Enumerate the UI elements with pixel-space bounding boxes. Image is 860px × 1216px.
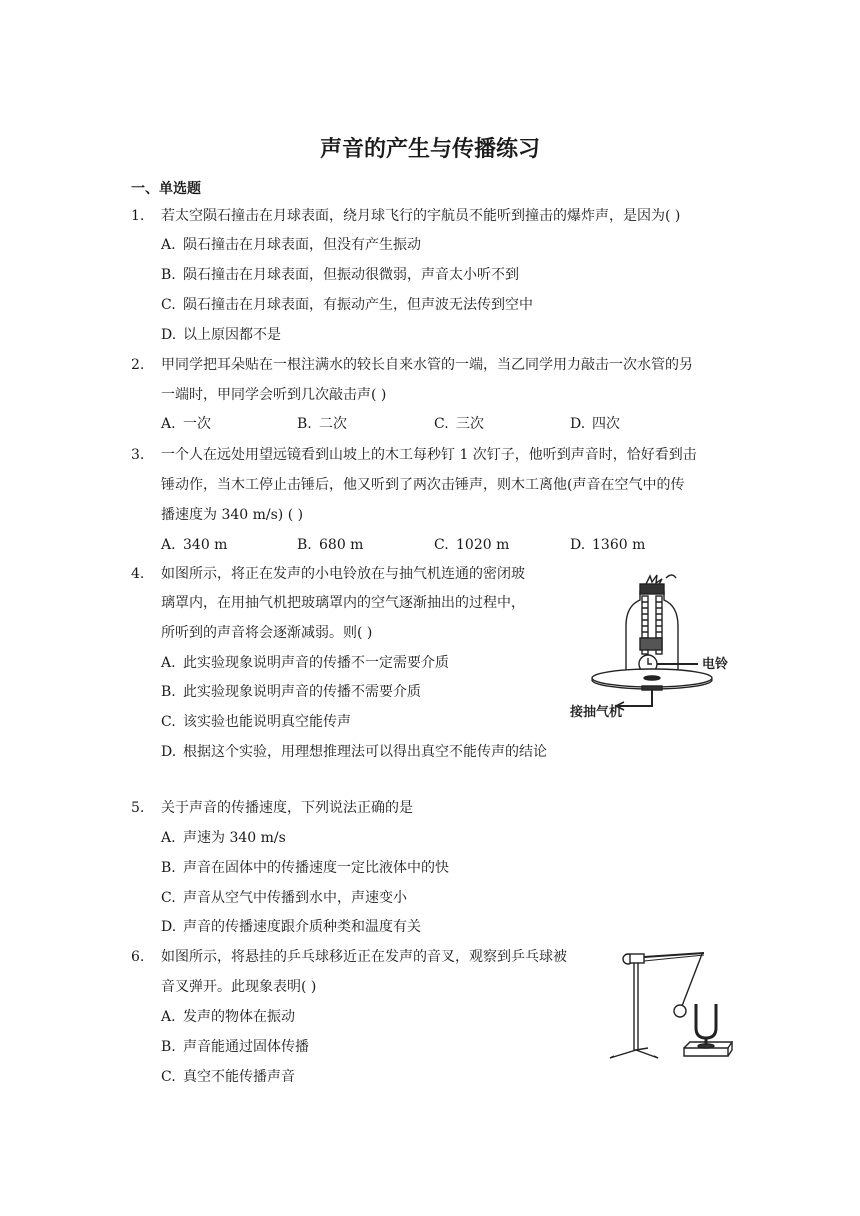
option-d: D. 以上原因都不是 — [161, 327, 281, 343]
option-c: C. 三次 — [434, 416, 484, 432]
option-d: D. 四次 — [570, 416, 620, 432]
question-number: 1. — [131, 208, 145, 224]
option-b: B. 陨石撞击在月球表面，但振动很微弱，声音太小听不到 — [161, 267, 519, 283]
bell-jar-figure — [568, 566, 738, 726]
question-stem: 关于声音的传播速度，下列说法正确的是 — [161, 800, 413, 816]
option-d: D. 声音的传播速度跟介质种类和温度有关 — [161, 919, 421, 935]
option-a: A. 陨石撞击在月球表面，但没有产生振动 — [161, 237, 421, 253]
option-a: A. 一次 — [161, 416, 211, 432]
option-c: C. 该实验也能说明真空能传声 — [161, 714, 351, 730]
option-b: B. 声音能通过固体传播 — [161, 1039, 309, 1055]
pump-label: 接抽气机 — [570, 705, 623, 720]
question-stem: 如图所示，将正在发声的小电铃放在与抽气机连通的密闭玻 — [161, 566, 525, 582]
question-number: 2. — [131, 357, 145, 373]
question-stem: 一端时，甲同学会听到几次敲击声( ) — [161, 387, 387, 403]
question-stem: 音叉弹开。此现象表明( ) — [161, 979, 317, 995]
option-c: C. 真空不能传播声音 — [161, 1069, 295, 1085]
question-stem: 所听到的声音将会逐渐减弱。则( ) — [161, 625, 373, 641]
option-a: A. 此实验现象说明声音的传播不一定需要介质 — [161, 655, 449, 671]
ping-pong-ball — [674, 1005, 686, 1017]
question-stem: 若太空陨石撞击在月球表面，绕月球飞行的宇航员不能听到撞击的爆炸声，是因为( ) — [161, 208, 681, 224]
question-stem: 甲同学把耳朵贴在一根注满水的较长自来水管的一端，当乙同学用力敲击一次水管的另 — [161, 357, 693, 373]
option-a: A. 发声的物体在振动 — [161, 1009, 295, 1025]
question-stem: 一个人在远处用望远镜看到山坡上的木工每秒钉 1 次钉子，他听到声音时，恰好看到击 — [161, 447, 697, 463]
stand-pole — [634, 956, 638, 1050]
option-b: B. 此实验现象说明声音的传播不需要介质 — [161, 684, 421, 700]
question-stem: 如图所示，将悬挂的乒乓球移近正在发声的音叉，观察到乒乓球被 — [161, 949, 567, 965]
option-b: B. 二次 — [297, 416, 347, 432]
question-number: 6. — [131, 949, 145, 965]
option-c: C. 1020 m — [434, 537, 510, 553]
option-d: D. 根据这个实验，用理想推理法可以得出真空不能传声的结论 — [161, 744, 547, 760]
question-stem: 锤动作，当木工停止击锤后，他又听到了两次击锤声，则木工离他(声音在空气中的传 — [161, 477, 685, 493]
question-number: 4. — [131, 566, 145, 582]
option-c: C. 声音从空气中传播到水中，声速变小 — [161, 890, 407, 906]
option-b: B. 声音在固体中的传播速度一定比液体中的快 — [161, 860, 449, 876]
option-a: A. 340 m — [161, 537, 228, 553]
tuning-fork — [696, 1004, 716, 1038]
question-number: 3. — [131, 447, 145, 463]
page-title: 声音的产生与传播练习 — [319, 137, 540, 162]
option-d: D. 1360 m — [570, 537, 646, 553]
question-number: 5. — [131, 800, 145, 816]
option-c: C. 陨石撞击在月球表面，有振动产生，但声波无法传到空中 — [161, 297, 533, 313]
tuning-fork-figure — [604, 944, 734, 1064]
option-a: A. 声速为 340 m/s — [161, 830, 286, 846]
question-stem: 璃罩内，在用抽气机把玻璃罩内的空气逐渐抽出的过程中， — [161, 595, 525, 611]
option-b: B. 680 m — [297, 537, 364, 553]
bell-label: 电铃 — [702, 657, 729, 672]
question-stem: 播速度为 340 m/s) ( ) — [161, 507, 304, 523]
section-heading: 一、单选题 — [131, 181, 201, 197]
